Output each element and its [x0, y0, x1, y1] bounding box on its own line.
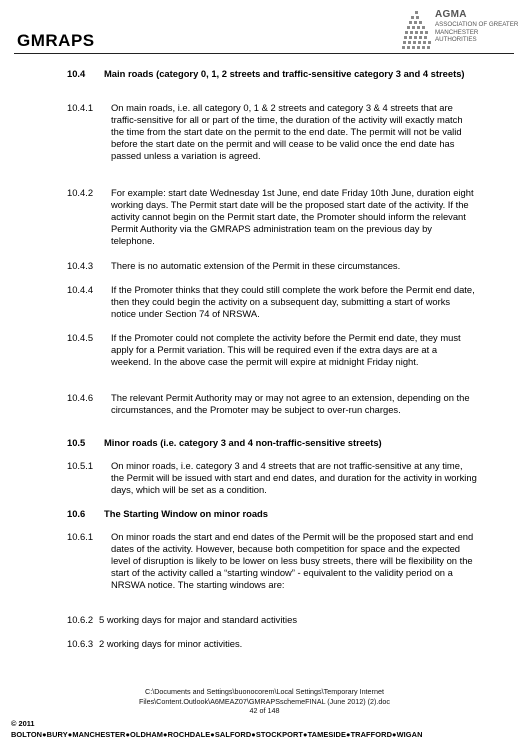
section-number: 10.4 [67, 68, 86, 79]
paragraph-text: On minor roads, i.e. category 3 and 4 streets that are not traffic-sensitive at any time, the Permit will be issued with start and end dates, and duration for the activity in working days, which will be set as a condition. [111, 460, 477, 495]
section-number: 10.5 [67, 437, 86, 448]
logo-name: AGMA [435, 9, 467, 20]
paragraph-text: On minor roads the start and end dates of the Permit will be the proposed start and end dates of the activity. However, because both competition for space and the expected level of disruption is likely to be lower on less busy streets, there will be flexibility on the start of the activity called a “starting window” - equivalent to the validity period on a NRSWA notice. The starting windows are: [111, 531, 474, 590]
paragraph-text: On main roads, i.e. all category 0, 1 & 2 streets and category 3 & 4 streets that are traffic-sensitive for all or part of the time, the duration of the activity will exactly match the time from the start date on the permit to the end date. The permit will not be valid before the start date on the permit and will cease to be valid once the end date has passed unless a variation is agreed. [111, 102, 463, 161]
paragraph-number: 10.4.5 [67, 332, 94, 343]
document-title: GMRAPS [17, 31, 95, 50]
paragraph-number: 10.4.3 [67, 260, 94, 271]
footer-towns: BOLTON●BURY●MANCHESTER●OLDHAM●ROCHDALE●SALFORD●STOCKPORT●TAMESIDE●TRAFFORD●WIGAN [11, 730, 423, 739]
paragraph-text: For example: start date Wednesday 1st June, end date Friday 10th June, duration eight working days. The Permit start date will be the proposed start date of the activity. If the activity cannot begin on the Permit start date, the Promoter should inform the relevant Permit Authority via the GMRAPS administration team on the previous day by telephone. [111, 187, 474, 246]
section-title: Main roads (category 0, 1, 2 streets and traffic-sensitive category 3 and 4 streets) [104, 68, 465, 79]
footer-file-path [60, 687, 469, 716]
agma-logo [401, 9, 519, 53]
logo-subtitle: ASSOCIATION OF GREATER MANCHESTER AUTHORITIES [435, 21, 519, 44]
section-title: Minor roads (i.e. category 3 and 4 non-traffic-sensitive streets) [104, 437, 382, 448]
page-number: 42 of 148 [249, 706, 280, 715]
paragraph-number: 10.6.2 [67, 614, 94, 625]
footer-path-line-2: Files\Content.Outlook\A6MEAZ07\GMRAPSschemeFINAL (June 2012) (2).doc [138, 696, 390, 706]
paragraph-number: 10.4.4 [67, 284, 94, 295]
paragraph-text: The relevant Permit Authority may or may not agree to an extension, depending on the circumstances, and the Promoter may be subject to over-run charges. [111, 392, 470, 415]
header-divider [14, 53, 514, 54]
paragraph-number: 10.4.1 [67, 102, 94, 113]
paragraph-number: 10.4.2 [67, 187, 94, 198]
agma-logo-icon [401, 9, 433, 53]
paragraph-text: If the Promoter thinks that they could still complete the work before the Permit end date, then they could begin the activity on a subsequent day, submitting a start of works notice under Section 74 of NRSWA. [111, 284, 475, 319]
paragraph-number: 10.6.3 [67, 638, 94, 649]
footer-path-line-1: C:\Documents and Settings\buonocorem\Local Settings\Temporary Internet [145, 687, 384, 696]
paragraph-number: 10.5.1 [67, 460, 94, 471]
paragraph-text: 5 working days for major and standard activities [99, 614, 298, 625]
paragraph-text: If the Promoter could not complete the activity before the Permit end date, they must apply for a Permit variation. This will be required even if the extra days are at a weekend. In the above case the permit will expire at midnight Friday night. [111, 332, 461, 367]
paragraph-text: 2 working days for minor activities. [99, 638, 243, 649]
paragraph-number: 10.6.1 [67, 531, 94, 542]
section-title: The Starting Window on minor roads [104, 508, 268, 519]
copyright: © 2011 [11, 719, 35, 728]
section-number: 10.6 [67, 508, 86, 519]
paragraph-text: There is no automatic extension of the Permit in these circumstances. [111, 260, 401, 271]
paragraph-number: 10.4.6 [67, 392, 94, 403]
